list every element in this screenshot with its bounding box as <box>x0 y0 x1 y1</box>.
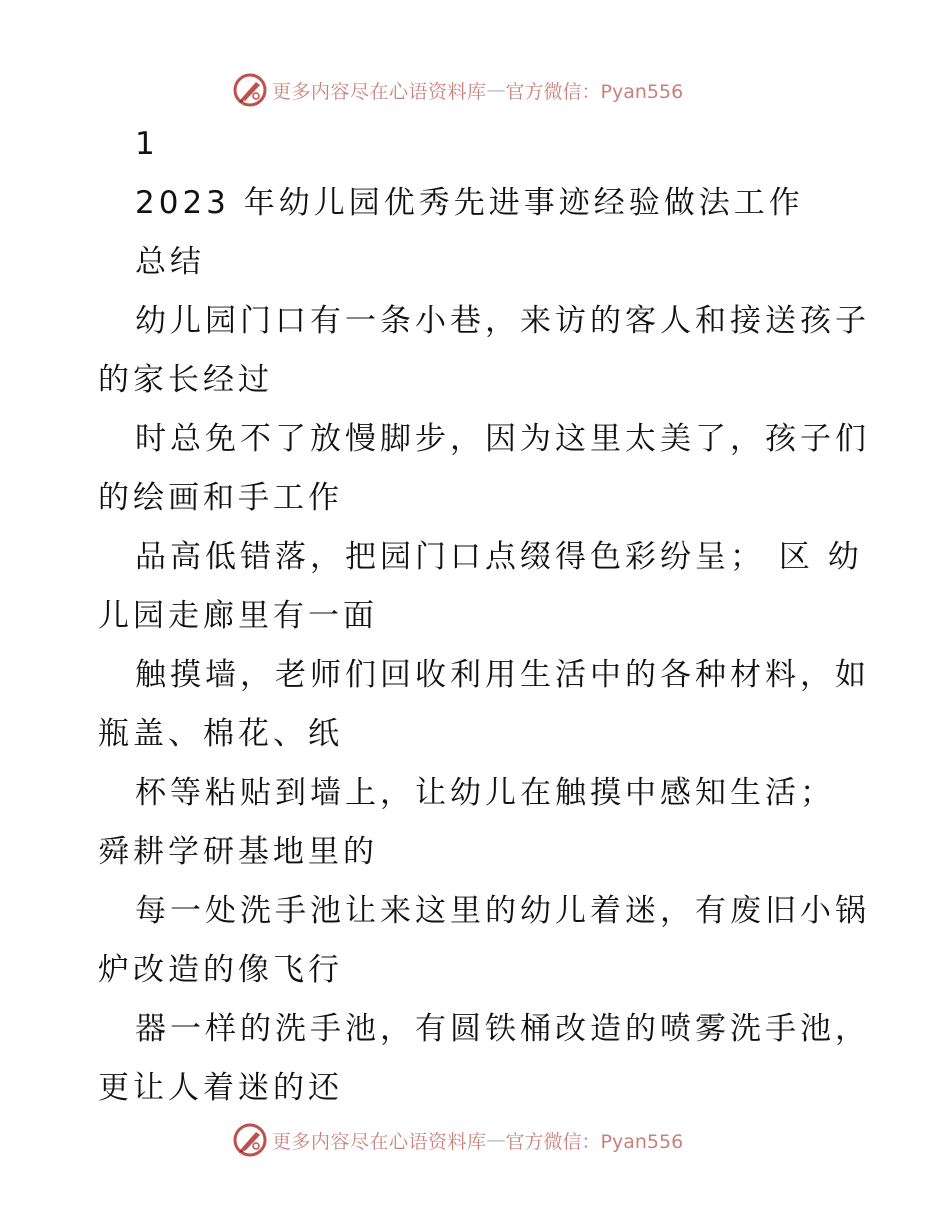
text-line: 器一样的洗手池，有圆铁桶改造的喷雾洗手池， <box>135 1011 870 1047</box>
text-line: 品高低错落，把园门口点缀得色彩纷呈； 区 幼 <box>135 539 863 575</box>
pen-logo-icon <box>232 72 268 108</box>
watermark-separator: — <box>486 1129 506 1151</box>
text-line: 更让人着迷的还 <box>98 1070 343 1106</box>
text-line: 炉改造的像飞行 <box>98 952 343 988</box>
watermark-banner-bottom <box>232 1120 712 1160</box>
text-line: 1 <box>135 126 159 162</box>
text-line: 时总免不了放慢脚步，因为这里太美了，孩子们 <box>135 421 870 457</box>
document-title-cont: 总结 <box>135 244 205 280</box>
text-line: 儿园走廊里有一面 <box>98 598 378 634</box>
watermark-wechat: 官方微信：Pyan556 <box>505 80 684 103</box>
text-line: 幼儿园门口有一条小巷，来访的客人和接送孩子 <box>135 303 870 339</box>
watermark-wechat: 官方微信：Pyan556 <box>505 1130 684 1153</box>
document-title: 2023 年幼儿园优秀先进事迹经验做法工作 <box>135 185 804 221</box>
text-line: 的绘画和手工作 <box>98 480 343 516</box>
text-line: 杯等粘贴到墙上，让幼儿在触摸中感知生活； <box>135 775 835 811</box>
watermark-text: 更多内容尽在心语资料库 <box>272 1130 487 1153</box>
watermark-banner-top <box>232 70 712 110</box>
text-line: 每一处洗手池让来这里的幼儿着迷，有废旧小锅 <box>135 893 870 929</box>
pen-logo-icon <box>232 1122 268 1158</box>
text-line: 的家长经过 <box>98 362 273 398</box>
text-line: 瓶盖、棉花、纸 <box>98 716 343 752</box>
text-line: 舜耕学研基地里的 <box>98 834 378 870</box>
watermark-text: 更多内容尽在心语资料库 <box>272 80 487 103</box>
text-line: 触摸墙，老师们回收利用生活中的各种材料，如 <box>135 657 870 693</box>
watermark-separator: — <box>486 79 506 101</box>
